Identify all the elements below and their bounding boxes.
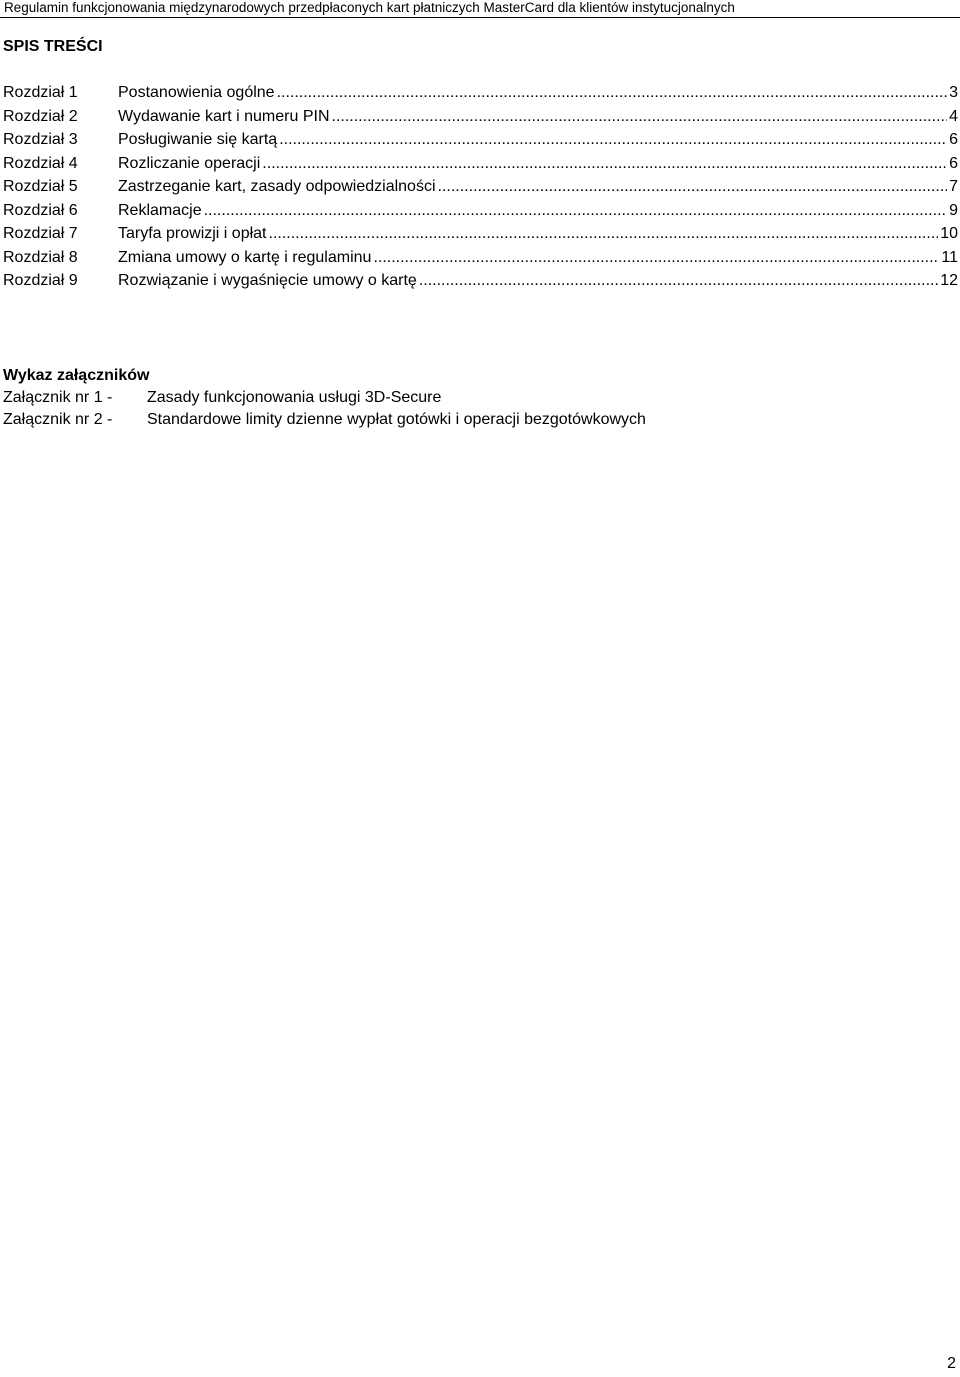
toc-chapter-label: Rozdział 2 xyxy=(3,107,78,125)
toc-entry-text: Zmiana umowy o kartę i regulaminu xyxy=(118,248,372,266)
toc-entry-text: Postanowienia ogólne xyxy=(118,84,275,101)
toc-page-number: 4 xyxy=(949,107,958,125)
toc-leader-dots xyxy=(332,107,948,127)
toc-entry[interactable] xyxy=(3,83,958,107)
toc-page-number: 7 xyxy=(949,178,958,195)
toc-page-number: 6 xyxy=(949,131,958,148)
header-divider xyxy=(0,17,960,18)
toc-leader-dots xyxy=(419,271,938,291)
toc-leader-dots xyxy=(373,248,939,268)
toc-entry-text: Wydawanie kart i numeru PIN xyxy=(118,107,330,125)
toc-chapter-label: Rozdział 7 xyxy=(3,225,78,242)
toc-leader-dots xyxy=(204,201,948,221)
toc-chapter-label: Rozdział 8 xyxy=(3,248,78,266)
toc-page-number: 3 xyxy=(949,84,958,101)
toc-page-number: 12 xyxy=(940,272,958,289)
toc-entry[interactable] xyxy=(3,248,958,272)
page-number: 2 xyxy=(947,1355,956,1372)
toc-chapter-label: Rozdział 5 xyxy=(3,178,78,195)
toc-entry-text: Reklamacje xyxy=(118,201,202,219)
toc-entry[interactable] xyxy=(3,107,958,131)
toc-leader-dots xyxy=(279,130,947,150)
toc-leader-dots xyxy=(277,83,948,103)
toc-leader-dots xyxy=(262,154,947,174)
toc-entry[interactable] xyxy=(3,177,958,201)
toc-list xyxy=(3,83,958,295)
appendix-text: Standardowe limity dzienne wypłat gotówki i operacji bezgotówkowych xyxy=(147,411,646,428)
appendix-section xyxy=(3,366,958,431)
toc-leader-dots xyxy=(269,224,939,244)
toc-title: SPIS TREŚCI xyxy=(3,38,103,55)
toc-chapter-label: Rozdział 3 xyxy=(3,131,78,148)
toc-leader-dots xyxy=(438,177,948,197)
toc-entry-text: Rozliczanie operacji xyxy=(118,154,261,172)
toc-page-number: 6 xyxy=(949,154,958,172)
appendix-label: Załącznik nr 1 - xyxy=(3,389,113,406)
toc-entry[interactable] xyxy=(3,224,958,248)
toc-entry[interactable] xyxy=(3,271,958,295)
toc-chapter-label: Rozdział 6 xyxy=(3,201,78,219)
appendix-entry[interactable] xyxy=(3,387,958,409)
toc-entry[interactable] xyxy=(3,154,958,178)
running-header: Regulamin funkcjonowania międzynarodowych przedpłaconych kart płatniczych MasterCard dla klientów instytucjonalnych xyxy=(4,0,735,15)
appendix-text: Zasady funkcjonowania usługi 3D-Secure xyxy=(147,389,442,406)
appendix-title: Wykaz załączników xyxy=(3,367,150,384)
toc-entry[interactable] xyxy=(3,130,958,154)
toc-chapter-label: Rozdział 1 xyxy=(3,84,78,101)
toc-entry-text: Posługiwanie się kartą xyxy=(118,131,278,148)
toc-entry-text: Rozwiązanie i wygaśnięcie umowy o kartę xyxy=(118,272,417,289)
toc-chapter-label: Rozdział 4 xyxy=(3,154,78,172)
toc-page-number: 9 xyxy=(949,201,958,219)
toc-page-number: 10 xyxy=(940,225,958,242)
appendix-entry[interactable] xyxy=(3,409,958,431)
toc-entry-text: Taryfa prowizji i opłat xyxy=(118,225,267,242)
toc-entry-text: Zastrzeganie kart, zasady odpowiedzialności xyxy=(118,178,436,195)
toc-entry[interactable] xyxy=(3,201,958,225)
toc-chapter-label: Rozdział 9 xyxy=(3,272,78,289)
appendix-label: Załącznik nr 2 - xyxy=(3,411,113,428)
toc-page-number: 11 xyxy=(941,248,958,266)
